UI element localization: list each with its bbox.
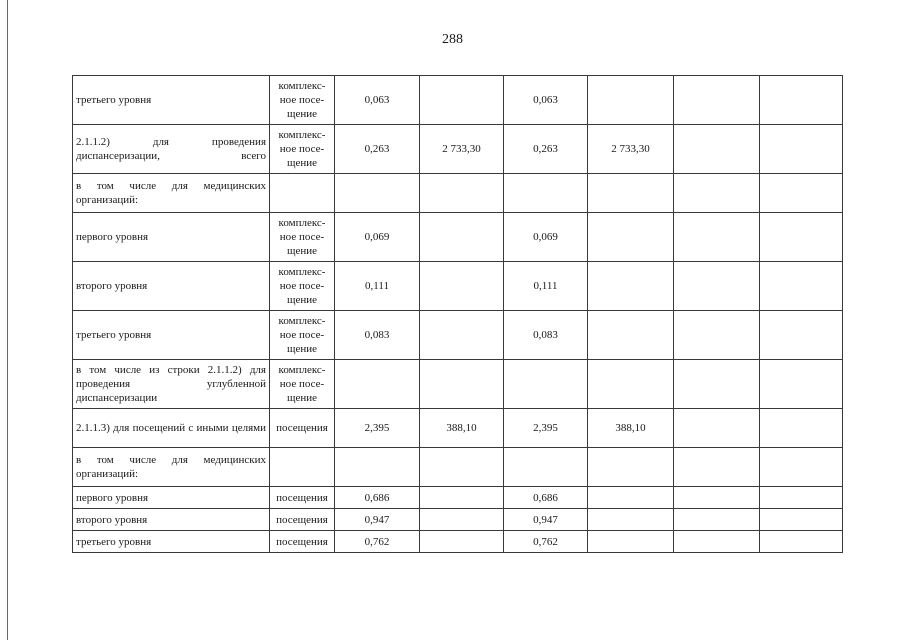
unit-cell [270,448,335,487]
value-cell [760,360,843,409]
value-cell [420,448,504,487]
value-cell: 0,762 [504,531,588,553]
value-cell [674,531,760,553]
table-row [73,448,843,487]
scan-edge-line [7,0,8,640]
value-cell [760,409,843,448]
value-cell [760,311,843,360]
unit-cell: комплекс- ное посе- щение [270,311,335,360]
table-row [73,409,843,448]
value-cell: 2 733,30 [420,125,504,174]
value-cell: 0,263 [504,125,588,174]
value-cell [420,76,504,125]
value-cell [760,531,843,553]
value-cell [588,174,674,213]
table-row [73,125,843,174]
value-cell [588,448,674,487]
data-table [72,75,843,553]
row-name-cell: 2.1.1.3) для посещений с иными целями [73,409,270,448]
unit-cell: посещения [270,409,335,448]
value-cell: 0,947 [504,509,588,531]
row-name-cell: второго уровня [73,262,270,311]
value-cell [420,174,504,213]
value-cell [760,213,843,262]
value-cell: 0,686 [504,487,588,509]
row-name-cell: первого уровня [73,487,270,509]
value-cell [420,360,504,409]
value-cell [504,360,588,409]
value-cell [674,311,760,360]
unit-cell: посещения [270,509,335,531]
value-cell [588,487,674,509]
table-row [73,531,843,553]
value-cell: 0,263 [335,125,420,174]
table-row [73,262,843,311]
value-cell: 0,083 [335,311,420,360]
value-cell [674,76,760,125]
table-row [73,213,843,262]
value-cell [504,448,588,487]
value-cell [674,487,760,509]
value-cell: 388,10 [588,409,674,448]
value-cell [674,409,760,448]
value-cell [588,262,674,311]
value-cell [588,360,674,409]
value-cell: 2 733,30 [588,125,674,174]
value-cell [760,509,843,531]
table-row [73,76,843,125]
value-cell [674,213,760,262]
value-cell: 0,063 [504,76,588,125]
unit-cell: посещения [270,487,335,509]
row-name-cell: третьего уровня [73,311,270,360]
value-cell: 0,111 [335,262,420,311]
value-cell: 0,686 [335,487,420,509]
table-row [73,174,843,213]
value-cell: 2,395 [335,409,420,448]
value-cell [674,262,760,311]
value-cell [420,531,504,553]
value-cell [588,509,674,531]
value-cell [760,174,843,213]
table-row [73,509,843,531]
page-number: 288 [442,32,463,47]
row-name-cell: в том числе для медицинских организаций: [73,174,270,213]
unit-cell: комплекс- ное посе- щение [270,213,335,262]
unit-cell: комплекс- ное посе- щение [270,76,335,125]
value-cell [588,531,674,553]
value-cell [674,360,760,409]
value-cell: 0,063 [335,76,420,125]
value-cell [420,487,504,509]
table-row [73,360,843,409]
row-name-cell: первого уровня [73,213,270,262]
table-row [73,487,843,509]
row-name-cell: 2.1.1.2) для проведения диспансеризации, всего [73,125,270,174]
value-cell [674,448,760,487]
value-cell [760,125,843,174]
value-cell [420,262,504,311]
value-cell [420,311,504,360]
unit-cell: комплекс- ное посе- щение [270,360,335,409]
row-name-cell: второго уровня [73,509,270,531]
value-cell [674,509,760,531]
value-cell [588,76,674,125]
unit-cell: комплекс- ное посе- щение [270,125,335,174]
table-row [73,311,843,360]
value-cell [420,509,504,531]
value-cell [674,174,760,213]
row-name-cell: в том числе для медицинских организаций: [73,448,270,487]
value-cell [335,448,420,487]
value-cell [335,360,420,409]
value-cell: 0,069 [335,213,420,262]
value-cell: 0,083 [504,311,588,360]
value-cell: 0,762 [335,531,420,553]
row-name-cell: в том числе из строки 2.1.1.2) для проведения углубленной диспансеризации [73,360,270,409]
value-cell [420,213,504,262]
value-cell [760,487,843,509]
value-cell [588,311,674,360]
value-cell: 388,10 [420,409,504,448]
unit-cell: комплекс- ное посе- щение [270,262,335,311]
value-cell: 0,947 [335,509,420,531]
unit-cell [270,174,335,213]
row-name-cell: третьего уровня [73,531,270,553]
unit-cell: посещения [270,531,335,553]
value-cell [760,448,843,487]
value-cell: 0,111 [504,262,588,311]
value-cell [588,213,674,262]
value-cell [760,262,843,311]
value-cell [760,76,843,125]
value-cell: 2,395 [504,409,588,448]
row-name-cell: третьего уровня [73,76,270,125]
value-cell [674,125,760,174]
value-cell: 0,069 [504,213,588,262]
value-cell [504,174,588,213]
value-cell [335,174,420,213]
